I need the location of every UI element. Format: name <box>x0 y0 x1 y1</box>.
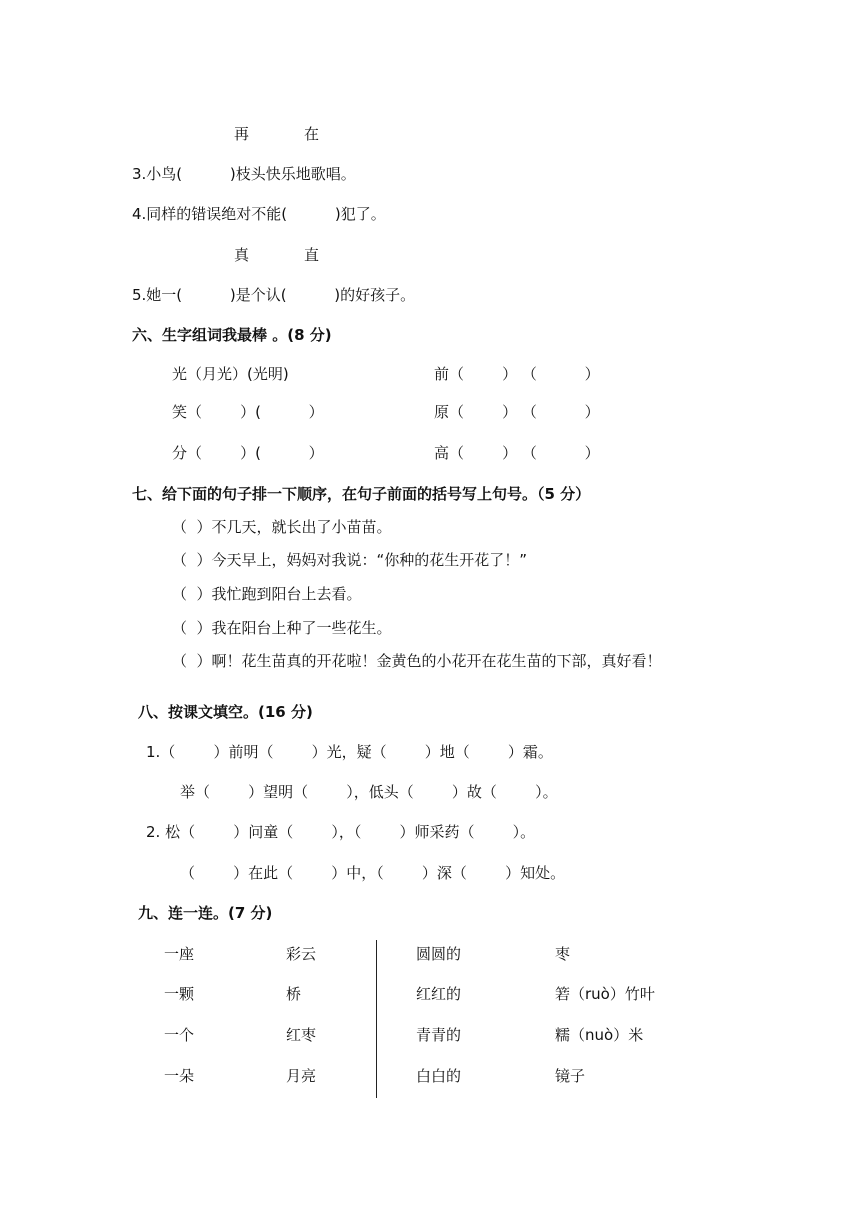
match-right-word: 糯（nuò）米 <box>555 1026 644 1044</box>
word-choice: 真 <box>234 246 250 264</box>
section-8-title: 八、按课文填空。(16 分) <box>138 703 313 721</box>
match-left-word: 白白的 <box>416 1067 462 1085</box>
word-choice: 直 <box>304 246 320 264</box>
match-left-word: 红红的 <box>416 985 462 1003</box>
ordering-item: （ ）啊！花生苗真的开花啦！金黄色的小花开在花生苗的下部，真好看！ <box>172 652 662 670</box>
section-9-title: 九、连一连。(7 分) <box>138 904 273 922</box>
word-group: 原（ ） （ ） <box>434 403 600 421</box>
ordering-item: （ ）不几天，就长出了小苗苗。 <box>172 518 392 536</box>
question-3: 3.小鸟( )枝头快乐地歌唱。 <box>132 165 356 183</box>
match-right-word: 镜子 <box>555 1067 586 1085</box>
match-right-word: 月亮 <box>286 1067 317 1085</box>
poem-line: （ ）在此（ ）中，（ ）深（ ）知处。 <box>180 864 566 882</box>
word-group: 前（ ） （ ） <box>434 365 600 383</box>
divider-line <box>376 940 377 1098</box>
question-5: 5.她一( )是个认( )的好孩子。 <box>132 286 416 304</box>
poem-line: 举（ ）望明（ ），低头（ ）故（ ）。 <box>180 783 558 801</box>
match-right-word: 箬（ruò）竹叶 <box>555 985 655 1003</box>
word-group: 高（ ） （ ） <box>434 444 600 462</box>
match-right-word: 彩云 <box>286 945 317 963</box>
ordering-item: （ ）今天早上，妈妈对我说：“你种的花生开花了！” <box>172 551 528 569</box>
match-left-word: 一座 <box>164 945 195 963</box>
match-left-word: 一朵 <box>164 1067 195 1085</box>
poem-line: 2. 松（ ）问童（ ），（ ）师采药（ ）。 <box>146 823 536 841</box>
match-right-word: 桥 <box>286 985 302 1003</box>
ordering-item: （ ）我忙跑到阳台上去看。 <box>172 585 362 603</box>
word-group: 笑（ ）( ） <box>172 403 324 421</box>
section-7-title: 七、给下面的句子排一下顺序，在句子前面的括号写上句号。（5 分） <box>132 485 591 503</box>
match-left-word: 一个 <box>164 1026 195 1044</box>
match-right-word: 枣 <box>555 945 571 963</box>
ordering-item: （ ）我在阳台上种了一些花生。 <box>172 619 392 637</box>
match-right-word: 红枣 <box>286 1026 317 1044</box>
word-choice: 在 <box>304 125 320 143</box>
poem-line: 1.（ ）前明（ ）光，疑（ ）地（ ）霜。 <box>146 743 553 761</box>
match-left-word: 圆圆的 <box>416 945 462 963</box>
word-group: 分（ ）( ） <box>172 444 324 462</box>
section-6-title: 六、生字组词我最棒 。(8 分) <box>132 326 332 344</box>
question-4: 4.同样的错误绝对不能( )犯了。 <box>132 205 386 223</box>
match-left-word: 一颗 <box>164 985 195 1003</box>
word-choice: 再 <box>234 125 250 143</box>
match-left-word: 青青的 <box>416 1026 462 1044</box>
word-group: 光（月光）(光明) <box>172 365 289 383</box>
